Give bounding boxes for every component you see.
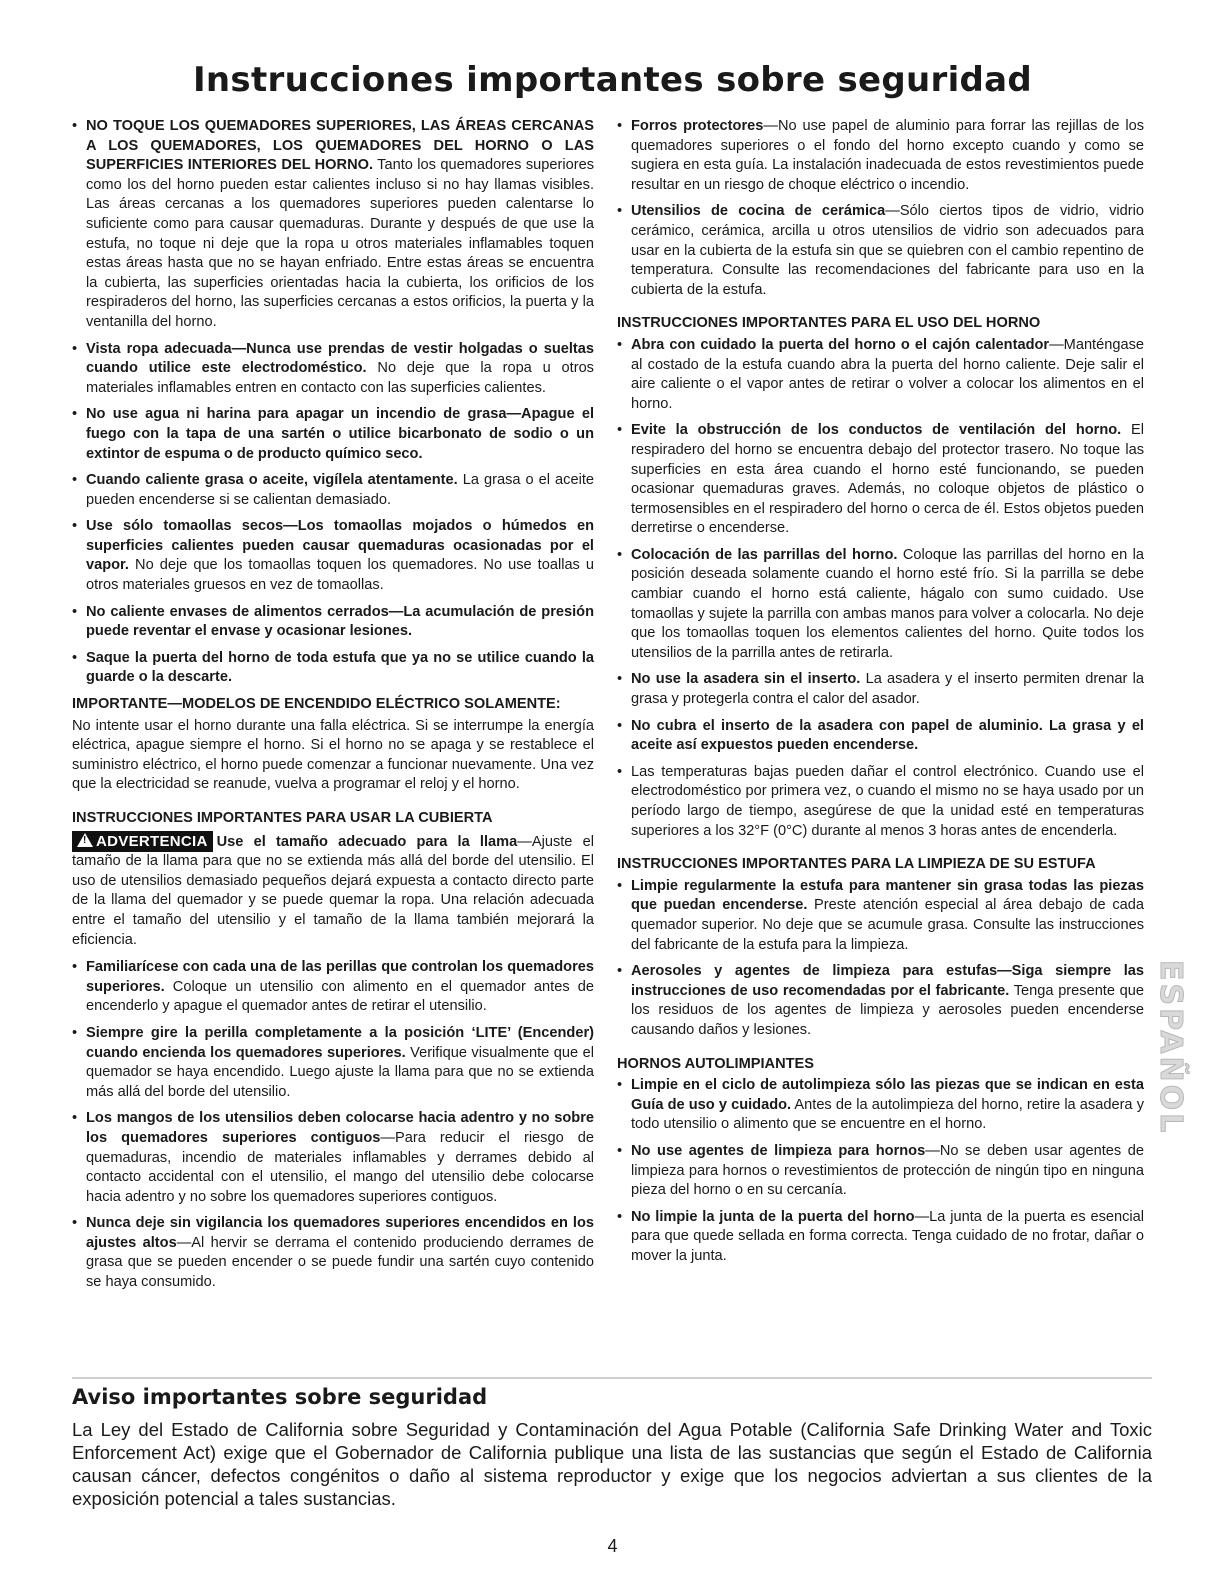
- item-text: —Al hervir se derrama el contenido produciendo derrames de grasa que se pueden encender o se puede fundir una sartén cuyo contenido se haya consumido.: [86, 1234, 594, 1291]
- notice-text: La Ley del Estado de California sobre Seguridad y Contaminación del Agua Potable (California Safe Drinking Water and Toxic Enforcement Act) exige que el Gobernador de California publique una lista de las sustancias que según el Estado de California causan cáncer, defectos congénitos o daño al sistema reproductor y exige que los negocios adviertan a sus clientes de la exposición potencial a tales sustancias.: [72, 1419, 1152, 1509]
- electric-ignition-text: No intente usar el horno durante una falla eléctrica. Si se interrumpe la energía eléctrica, apague siempre el horno. Si el horno no se apaga y se restablece el suministro eléctrico, el horno puede comenzar a funcionar nuevamente. Una vez que la electricidad se reanude, vuelva a programar el reloj y el horno.: [72, 717, 594, 793]
- item-bold: Limpie en el ciclo de autolimpieza sólo las piezas que se indican en esta Guía de uso y cuidado.: [631, 1077, 1144, 1113]
- item-text: La grasa o el aceite pueden encenderse si se calientan demasiado.: [86, 472, 594, 508]
- safety-item-open-door: [617, 336, 1144, 414]
- self-cleaning-heading: HORNOS AUTOLIMPIANTES: [617, 1055, 815, 1072]
- oven-use-heading: INSTRUCCIONES IMPORTANTES PARA EL USO DEL HORNO: [617, 315, 1041, 332]
- item-text: Tanto los quemadores superiores como los del horno pueden estar calientes incluso si no hay llamas visibles. Las áreas cercanas a los quemadores superiores pueden calentarse lo suficiente como para causar quemaduras. Durante y después de que use la estufa, no toque ni deje que la ropa u otros materiales inflamables toquen estas áreas hasta que no se hayan enfriado. Entre estas áreas se encuentra la cubierta, las superficies orientadas hacia la cubierta, los orificios de los respiraderos del horno, las superficies cercanas a estos orificios, la puerta y la ventanilla del horno.: [86, 157, 595, 330]
- section-divider: [72, 1377, 1152, 1379]
- item-text: Coloque un utensilio con alimento en el quemador antes de encenderlo y apague el quemador antes de retirar el utensilio.: [86, 978, 594, 1015]
- item-bold: Abra con cuidado la puerta del horno o el cajón calentador: [631, 336, 1050, 353]
- safety-item-remove-door: [72, 649, 594, 688]
- safety-item-vent-ducts: [617, 421, 1144, 539]
- safety-item-self-clean-parts: [617, 1076, 1144, 1135]
- safety-item-oven-racks: [617, 546, 1144, 664]
- item-text: —Manténgase al costado de la estufa cuando abra la puerta del horno caliente. Deje salir el aire caliente o el vapor antes de retirar o volver a colocar los alimentos en el horno.: [631, 336, 1144, 412]
- page-title: Instrucciones importantes sobre seguridad: [192, 60, 1033, 100]
- item-bold: Vista ropa adecuada—Nunca use prendas de vestir holgadas o sueltas cuando utilice este electrodoméstico.: [86, 340, 594, 377]
- item-text: Preste atención especial al área debajo de cada quemador superior. No deje que se acumule grasa. Consulte las instrucciones del fabricante de la estufa para la limpieza.: [631, 897, 1144, 953]
- item-text: —Para reducir el riesgo de quemaduras, incendio de materiales inflamables y derrames debido al contacto accidental con el utensilio, el mango del utensilio debe colocarse hacia adentro y no sobre los quemadores superiores contiguos.: [86, 1129, 594, 1205]
- safety-item-oven-cleaners: [617, 1142, 1144, 1201]
- item-bold: Evite la obstrucción de los conductos de ventilación del horno.: [631, 422, 1122, 439]
- item-bold: Los mangos de los utensilios deben colocarse hacia adentro y no sobre los quemadores superiores contiguos: [86, 1110, 594, 1146]
- item-bold: Familiarícese con cada una de las perillas que controlan los quemadores superiores.: [86, 959, 594, 995]
- item-bold: Cuando caliente grasa o aceite, vigílela atentamente.: [86, 472, 458, 489]
- safety-item-protective-liners: [617, 117, 1144, 195]
- safety-item-foil-insert: [617, 717, 1144, 756]
- safety-item-do-not-touch: [72, 117, 594, 333]
- safety-item-handles: [72, 1109, 594, 1207]
- item-text: La asadera y el inserto permiten drenar la grasa y protegerla contra el calor del asador.: [631, 671, 1144, 708]
- safety-item-sealed-containers: [72, 603, 594, 642]
- item-bold: Saque la puerta del horno de toda estufa que ya no se utilice cuando la guarde o la descarte.: [86, 649, 594, 686]
- item-text: —Sólo ciertos tipos de vidrio, vidrio cerámico, cerámica, arcilla u otros utensilios de vidrio son adecuados para usar en la cubierta de la estufa sin que se quiebren con el cambio repentino de temperatura. Consulte las recomendaciones del fabricante para uso en la cubierta de la estufa.: [631, 203, 1145, 298]
- warning-paragraph: [72, 831, 594, 951]
- item-text: No deje que la ropa u otros materiales inflamables entren en contacto con las superficies calientes.: [86, 360, 594, 396]
- item-bold: Forros protectores: [631, 118, 764, 134]
- page-number: 4: [607, 1536, 618, 1556]
- left-column: [72, 117, 594, 1300]
- warning-bold: Use el tamaño adecuado para la llama: [216, 833, 518, 850]
- safety-item-aerosols: [617, 962, 1144, 1040]
- item-text: Coloque las parrillas del horno en la posición deseada solamente cuando el horno esté frío. Si la parrilla se debe cambiar cuando el horno está caliente, hágalo con sumo cuidado. Use tomaollas y sujete la parrilla con ambas manos para volver a colocarla. No deje que los tomaollas toquen los elementos calientes del horno. Quite todos los utensilios de la parrilla antes de retirarla.: [631, 546, 1145, 661]
- item-bold: Nunca deje sin vigilancia los quemadores superiores encendidos en los ajustes altos: [86, 1215, 594, 1251]
- item-text: —La junta de la puerta es esencial para que quede sellada en forma correcta. Tenga cuidado de no frotar, dañar o mover la junta.: [631, 1208, 1144, 1264]
- warning-text: —Ajuste el tamaño de la llama para que no se extienda más allá del borde del utensilio. El uso de utensilios demasiado pequeños dejará expuesta a contacto directo parte de la llama del quemador y se puede quemar la ropa. Una relación adecuada entre el tamaño del utensilio y el tamaño de la llama también mejorará la eficiencia.: [72, 833, 595, 948]
- warning-badge: [72, 831, 213, 853]
- item-bold: No use agua ni harina para apagar un incendio de grasa—Apague el fuego con la tapa de una sartén o utilice bicarbonato de sodio o un extintor de espuma o de producto químico seco.: [86, 406, 594, 462]
- item-bold: Limpie regularmente la estufa para mantener sin grasa todas las piezas que puedan encenderse.: [631, 877, 1144, 914]
- safety-item-lite-position: [72, 1024, 594, 1102]
- item-bold: Utensilios de cocina de cerámica: [631, 203, 886, 220]
- safety-item-clean-regularly: [617, 877, 1144, 955]
- item-bold: No limpie la junta de la puerta del horno: [631, 1208, 915, 1225]
- safety-item-unattended: [72, 1214, 594, 1292]
- safety-item-low-temperatures: [617, 763, 1144, 841]
- safety-item-broiler-pan: [617, 670, 1144, 709]
- safety-item-clothing: [72, 340, 594, 399]
- item-bold: Aerosoles y agentes de limpieza para estufas—Siga siempre las instrucciones de uso recomendadas por el fabricante.: [631, 963, 1144, 999]
- warning-triangle-icon: [77, 833, 93, 847]
- item-text: Tenga presente que los residuos de los agentes de limpieza y aerosoles pueden encenderse causando daños y lesiones.: [631, 982, 1144, 1038]
- safety-item-pot-holders: [72, 517, 594, 595]
- item-text: —No se deben usar agentes de limpieza para hornos o revestimientos de protección de ningún tipo en ninguna pieza del horno o en su cercanía.: [631, 1142, 1144, 1199]
- item-bold: No cubra el inserto de la asadera con papel de aluminio. La grasa y el aceite así expuestos pueden encenderse.: [631, 717, 1144, 754]
- item-bold: Siempre gire la perilla completamente a la posición ‘LITE’ (Encender) cuando encienda los quemadores superiores.: [86, 1024, 594, 1061]
- item-text: Las temperaturas bajas pueden dañar el control electrónico. Cuando use el electrodoméstico por primera vez, o cuando el mismo no se haya usado por un período largo de tiempo, asegúrese de que la unidad esté en temperaturas superiores a los 32°F (0°C) durante al menos 3 horas antes de encenderla.: [631, 763, 1144, 839]
- item-bold: No caliente envases de alimentos cerrados—La acumulación de presión puede reventar el envase y ocasionar lesiones.: [86, 603, 594, 640]
- item-bold: No use agentes de limpieza para hornos: [631, 1142, 926, 1159]
- item-text: Antes de la autolimpieza del horno, retire la asadera y todo utensilio o alimento que se encuentre en el horno.: [631, 1096, 1144, 1133]
- safety-item-heating-grease: [72, 471, 594, 510]
- item-bold: NO TOQUE LOS QUEMADORES SUPERIORES, LAS ÁREAS CERCANAS A LOS QUEMADORES, LOS QUEMADORES DEL HORNO O LAS SUPERFICIES INTERIORES DEL HORNO.: [86, 118, 594, 174]
- item-text: Verifique visualmente que el quemador se haya encendido. Luego ajuste la llama para que no se extienda más allá del borde del utensilio.: [86, 1044, 594, 1100]
- item-text: —No use papel de aluminio para forrar las rejillas de los quemadores superiores o el fondo del horno excepto cuando y como se sugiera en esta guía. La instalación inadecuada de estos revestimientos puede resultar en un riesgo de choque eléctrico o incendio.: [631, 118, 1145, 193]
- safety-item-grease-fire: [72, 405, 594, 464]
- item-bold: No use la asadera sin el inserto.: [631, 671, 861, 688]
- cleaning-heading: INSTRUCCIONES IMPORTANTES PARA LA LIMPIEZA DE SU ESTUFA: [617, 856, 1096, 873]
- electric-ignition-heading: IMPORTANTE—MODELOS DE ENCENDIDO ELÉCTRICO SOLAMENTE:: [72, 696, 561, 713]
- cooktop-heading: INSTRUCCIONES IMPORTANTES PARA USAR LA CUBIERTA: [72, 810, 493, 826]
- warning-badge-label: ADVERTENCIA: [96, 832, 208, 850]
- notice-title: Aviso importantes sobre seguridad: [72, 1385, 488, 1409]
- item-text: No deje que los tomaollas toquen los quemadores. No use toallas u otros materiales gruesos en vez de tomaollas.: [86, 557, 594, 594]
- item-bold: Colocación de las parrillas del horno.: [631, 546, 898, 563]
- language-side-label: ESPAÑOL: [1153, 960, 1188, 1136]
- safety-item-knobs: [72, 958, 594, 1017]
- safety-item-glazed-cookware: [617, 202, 1144, 300]
- item-text: El respiradero del horno se encuentra debajo del protector trasero. No toque las superficies en esta área cuando el horno esté funcionando, se pueden ocasionar quemaduras graves. Además, no coloque objetos de plástico o termosensibles en el respiradero del horno o cerca de él. Estos objetos pueden derretirse o encenderse.: [631, 422, 1145, 537]
- right-column: [617, 117, 1144, 1273]
- safety-item-door-gasket: [617, 1208, 1144, 1267]
- item-bold: Use sólo tomaollas secos—Los tomaollas mojados o húmedos en superficies calientes pueden causar quemaduras ocasionadas por el vapor.: [86, 518, 594, 574]
